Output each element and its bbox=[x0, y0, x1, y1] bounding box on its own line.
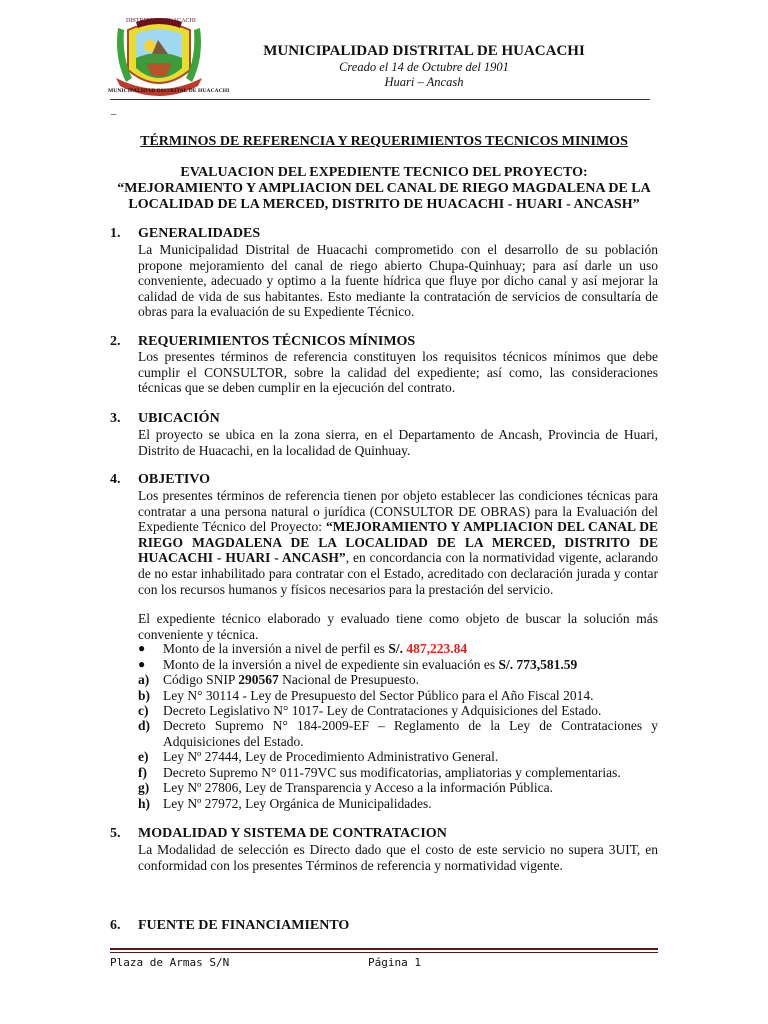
section-2-number: 2. bbox=[110, 334, 121, 349]
section-4-text-c: , en concordancia con la normatividad vigente, aclarando de no estar inhabilitado para contratar con el Estado, acreditado con declaración jurada y contar con los recursos humanos y físicos necesarios para la prestación del servicio. bbox=[138, 550, 658, 597]
section-3-number: 3. bbox=[110, 411, 121, 426]
item-a-pre: Código SNIP bbox=[163, 672, 239, 687]
section-4-text-2: El expediente técnico elaborado y evaluado tiene como objeto de buscar la solución más conveniente y técnica. bbox=[138, 611, 658, 642]
header-created: Creado el 14 de Octubre del 1901 bbox=[339, 60, 509, 74]
list-marker: c) bbox=[138, 703, 149, 718]
bullet-2-text: Monto de la inversión a nivel de expediente sin evaluación es bbox=[163, 657, 499, 672]
header-title: MUNICIPALIDAD DISTRITAL DE HUACACHI bbox=[263, 43, 585, 59]
list-marker: e) bbox=[138, 749, 149, 764]
item-d-text: Decreto Supremo N° 184-2009-EF – Reglamento de la Ley de Contrataciones y Adquisiciones del Estado. bbox=[163, 718, 658, 749]
item-h-text: Ley Nº 27972, Ley Orgánica de Municipalidades. bbox=[163, 796, 432, 811]
item-f-text: Decreto Supremo N° 011-79VC sus modificatorias, ampliatorias y complementarias. bbox=[163, 765, 621, 780]
logo-caption: MUNICIPALIDAD DISTRITAL DE HUACACHI bbox=[108, 88, 230, 94]
header-dash: _ bbox=[111, 104, 117, 116]
bullet-icon: ● bbox=[138, 657, 146, 671]
list-marker: f) bbox=[138, 765, 147, 780]
section-2-heading: REQUERIMIENTOS TÉCNICOS MÍNIMOS bbox=[138, 334, 416, 349]
section-5-number: 5. bbox=[110, 826, 121, 841]
section-3-text: El proyecto se ubica en la zona sierra, en el Departamento de Ancash, Provincia de Huari, Distrito de Huacachi, en la localidad de Quinhuay. bbox=[138, 427, 658, 458]
section-4-project-name: “MEJORAMIENTO Y AMPLIACION DEL CANAL DE RIEGO MAGDALENA DE LA LOCALIDAD DE LA MERCED, DISTRITO DE HUACACHI - HUARI - ANCASH” bbox=[138, 519, 659, 566]
item-a-post: Nacional de Presupuesto. bbox=[278, 672, 419, 687]
section-5-heading: MODALIDAD Y SISTEMA DE CONTRATACION bbox=[138, 826, 447, 841]
section-6-number: 6. bbox=[110, 918, 121, 933]
item-g-text: Ley Nº 27806, Ley de Transparencia y Acceso a la información Pública. bbox=[163, 780, 553, 795]
list-marker: h) bbox=[138, 796, 151, 811]
footer-address: Plaza de Armas S/N bbox=[110, 956, 230, 969]
footer-page-number: Página 1 bbox=[368, 956, 421, 969]
footer-rule-thin bbox=[110, 952, 658, 953]
bullet-icon: ● bbox=[138, 641, 146, 655]
list-marker: d) bbox=[138, 718, 151, 733]
project-title-line-2: “MEJORAMIENTO Y AMPLIACION DEL CANAL DE RIEGO MAGDALENA DE LA bbox=[117, 181, 651, 196]
header-location: Huari – Ancash bbox=[384, 75, 464, 89]
section-4-number: 4. bbox=[110, 472, 121, 487]
bullet-1-amount: 487,223.84 bbox=[406, 641, 468, 656]
list-marker: g) bbox=[138, 780, 150, 795]
section-4-text-a: Los presentes términos de referencia tienen por objeto establecer las condiciones técnicas para contratar a una persona natural o jurídica (CONSULTOR DE OBRAS) para la Evaluación del Expediente Técnico del Proyecto: bbox=[138, 488, 658, 535]
project-title-line-3: LOCALIDAD DE LA MERCED, DISTRITO DE HUACACHI - HUARI - ANCASH” bbox=[128, 197, 640, 212]
section-4-text bbox=[138, 488, 658, 597]
item-b-text: Ley N° 30114 - Ley de Presupuesto del Sector Público para el Año Fiscal 2014. bbox=[163, 688, 594, 703]
footer-rule-thick bbox=[110, 948, 658, 950]
bullet-2-amount: S/. 773,581.59 bbox=[498, 657, 578, 672]
section-5-text: La Modalidad de selección es Directo dado que el costo de este servicio no supera 3UIT, en conformidad con los presentes Términos de referencia y normatividad vigente. bbox=[138, 842, 658, 873]
section-1-number: 1. bbox=[110, 226, 121, 241]
section-1-text: La Municipalidad Distrital de Huacachi comprometido con el desarrollo de su población propone mejoramiento del canal de riego abierto Chupa-Quinhuay; para así darle un uso conveniente, adecuado y optimo a la fuente hídrica que fluye por dicho canal y así mejorar la calidad de vida de sus habitantes. Esto mediante la contratación de servicios de consultaría de obras para la evaluación de su Expediente Técnico. bbox=[138, 242, 658, 320]
project-title-line-1: EVALUACION DEL EXPEDIENTE TECNICO DEL PROYECTO: bbox=[180, 165, 588, 180]
section-3-heading: UBICACIÓN bbox=[138, 411, 220, 426]
section-1-heading: GENERALIDADES bbox=[138, 226, 261, 241]
section-4-heading: OBJETIVO bbox=[138, 472, 211, 487]
item-a-snip: 290567 bbox=[238, 672, 279, 687]
item-c-text: Decreto Legislativo N° 1017- Ley de Contrataciones y Adquisiciones del Estado. bbox=[163, 703, 602, 718]
section-2-text: Los presentes términos de referencia constituyen los requisitos técnicos mínimos que debe cumplir el CONSULTOR, sobre la calidad del expediente; así como, las consideraciones técnicas que se deben cumplir en la ejecución del contrato. bbox=[138, 349, 658, 396]
bullet-1-currency: S/. bbox=[388, 641, 407, 656]
item-e-text: Ley Nº 27444, Ley de Procedimiento Administrativo General. bbox=[163, 749, 499, 764]
list-marker: a) bbox=[138, 672, 150, 687]
section-6-heading: FUENTE DE FINANCIAMIENTO bbox=[138, 918, 350, 933]
list-marker: b) bbox=[138, 688, 151, 703]
header-rule bbox=[110, 99, 650, 100]
bullet-1-text: Monto de la inversión a nivel de perfil es bbox=[163, 641, 389, 656]
logo-ribbon-text: DISTRITO DE HUACACHI bbox=[126, 18, 196, 24]
document-title: TÉRMINOS DE REFERENCIA Y REQUERIMIENTOS TECNICOS MINIMOS bbox=[140, 134, 628, 149]
